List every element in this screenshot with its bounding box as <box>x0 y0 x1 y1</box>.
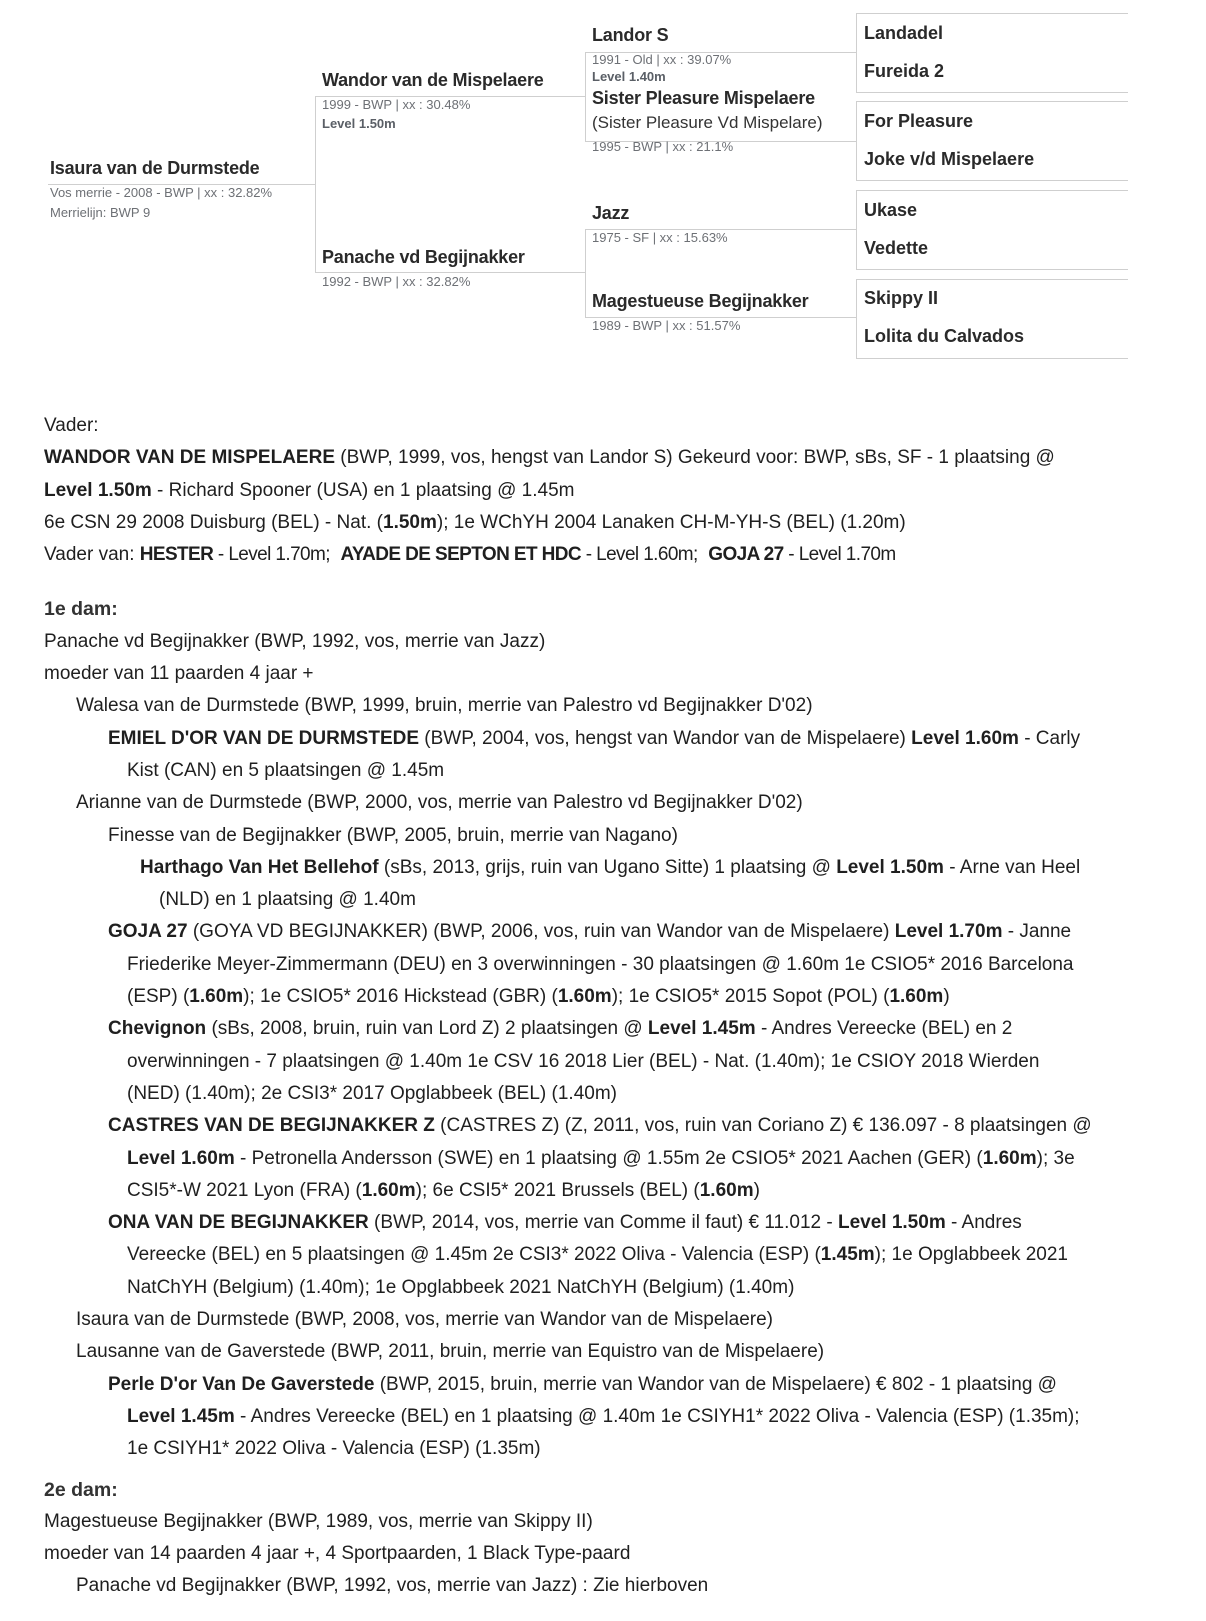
offspring-details: ); 3e <box>1036 1147 1075 1169</box>
subject-name[interactable]: Isaura van de Durmstede <box>50 158 260 178</box>
offspring-name: GOJA 27 <box>108 921 188 943</box>
sire-sire-name[interactable]: Landor S <box>592 25 669 45</box>
offspring-entry <box>44 1143 1194 1175</box>
dam-dam-info: 1989 - BWP | xx : 51.57% <box>592 318 741 333</box>
offspring-entry: (NLD) en 1 plaatsing @ 1.40m <box>159 889 416 911</box>
sire-line <box>44 475 1194 507</box>
gen4-name[interactable]: Joke v/d Mispelaere <box>864 149 1035 169</box>
offspring-details: - Andres Vereecke (BEL) en 1 plaatsing @ 1.40m 1e CSIYH1* 2022 Oliva - Valencia (ESP) (1.35m); <box>234 1405 1080 1427</box>
connector-line <box>315 96 316 273</box>
height-badge: 1.60m <box>982 1147 1037 1169</box>
dam-sire <box>592 203 728 245</box>
dam <box>322 247 525 289</box>
offspring-details: (sBs, 2013, grijs, ruin van Ugano Sitte) 1 plaatsing @ <box>378 856 837 878</box>
offspring-entry: Kist (CAN) en 5 plaatsingen @ 1.45m <box>127 759 445 781</box>
offspring-entry: Panache vd Begijnakker (BWP, 1992, vos, merrie van Jazz) : Zie hierboven <box>76 1575 709 1597</box>
offspring-details: (sBs, 2008, bruin, ruin van Lord Z) 2 plaatsingen @ <box>206 1018 648 1040</box>
offspring-entry <box>44 1401 1194 1433</box>
offspring-details: - Petronella Andersson (SWE) en 1 plaatsing @ 1.55m 2e CSIO5* 2021 Aachen (GER) ( <box>234 1147 983 1169</box>
connector-line <box>856 279 1128 280</box>
sire-info: 1999 - BWP | xx : 30.48% <box>322 97 471 112</box>
connector-line <box>585 229 586 318</box>
pedigree-description <box>44 410 1194 1603</box>
connector-line <box>856 101 857 181</box>
offspring-details: - Janne <box>1002 921 1072 943</box>
sire-line <box>44 442 1194 474</box>
height-badge: 1.60m <box>189 986 244 1008</box>
sire-details: 6e CSN 29 2008 Duisburg (BEL) - Nat. ( <box>44 511 383 533</box>
offspring-name: Chevignon <box>108 1018 207 1040</box>
offspring-entry <box>44 1175 1194 1207</box>
offspring-details: - Arne van Heel <box>943 856 1081 878</box>
offspring-entry <box>44 916 1194 948</box>
offspring-entry <box>44 1369 1194 1401</box>
offspring-name: Harthago Van Het Bellehof <box>140 856 379 878</box>
dam-dam <box>592 291 809 333</box>
gen4-name[interactable]: For Pleasure <box>864 111 974 131</box>
connector-line <box>856 92 1128 93</box>
sire-dam-name[interactable]: Sister Pleasure Mispelaere <box>592 88 815 108</box>
offspring-details: - Andres Vereecke (BEL) en 2 <box>755 1018 1013 1040</box>
offspring-entry: Friederike Meyer-Zimmermann (DEU) en 3 overwinningen - 30 plaatsingen @ 1.60m 1e CSIO5* 2016 Barcelona <box>127 953 1074 975</box>
offspring-entry: Lausanne van de Gaverstede (BWP, 2011, bruin, merrie van Equistro van de Mispelaere) <box>76 1341 825 1363</box>
dam2-line: Magestueuse Begijnakker (BWP, 1989, vos, merrie van Skippy II) <box>44 1510 593 1532</box>
offspring-details: (CASTRES Z) (Z, 2011, vos, ruin van Coriano Z) € 136.097 - 8 plaatsingen @ <box>434 1115 1092 1137</box>
connector-line <box>856 190 1128 191</box>
offspring-entry: (NED) (1.40m); 2e CSI3* 2017 Opglabbeek (BEL) (1.40m) <box>127 1082 617 1104</box>
offspring-details: (BWP, 2004, vos, hengst van Wandor van de Mispelaere) <box>419 727 912 749</box>
connector-line <box>856 101 1128 102</box>
offspring-details: ); 1e CSIO5* 2016 Hickstead (GBR) ( <box>243 986 558 1008</box>
vader-heading: Vader: <box>44 415 99 436</box>
level-badge: Level 1.50m <box>44 479 152 501</box>
sire-details: ); 1e WChYH 2004 Lanaken CH-M-YH-S (BEL) (1.20m) <box>436 511 906 533</box>
offspring-entry <box>44 981 1194 1013</box>
offspring-entry: 1e CSIYH1* 2022 Oliva - Valencia (ESP) (1.35m) <box>127 1438 541 1460</box>
offspring-entry: Arianne van de Durmstede (BWP, 2000, vos, merrie van Palestro vd Begijnakker D'02) <box>76 792 803 814</box>
dam2-heading: 2e dam: <box>44 1478 118 1501</box>
sire-level: Level 1.50m <box>322 116 396 131</box>
offspring-level: - Level 1.70m; <box>213 544 330 566</box>
dam-dam-name[interactable]: Magestueuse Begijnakker <box>592 291 809 311</box>
sire-sire-info: 1991 - Old | xx : 39.07% <box>592 52 732 67</box>
sire-dam-info: 1995 - BWP | xx : 21.1% <box>592 139 734 154</box>
offspring-entry: Finesse van de Begijnakker (BWP, 2005, bruin, merrie van Nagano) <box>108 824 678 846</box>
offspring-entry: Isaura van de Durmstede (BWP, 2008, vos, merrie van Wandor van de Mispelaere) <box>76 1309 773 1331</box>
offspring-details: (BWP, 2014, vos, merrie van Comme il faut) € 11.012 - <box>368 1212 838 1234</box>
offspring-name: EMIEL D'OR VAN DE DURMSTEDE <box>108 727 420 749</box>
height-badge: 1.60m <box>361 1179 416 1201</box>
height-badge: 1.60m <box>699 1179 754 1201</box>
offspring-name: Perle D'or Van De Gaverstede <box>108 1373 375 1395</box>
offspring-details: - Andres <box>945 1212 1022 1234</box>
subject-dam-line: Merrielijn: BWP 9 <box>50 205 151 220</box>
level-badge: Level 1.60m <box>911 727 1019 749</box>
level-badge: Level 1.45m <box>647 1018 756 1040</box>
connector-line <box>856 180 1128 181</box>
level-badge: Level 1.45m <box>127 1405 235 1427</box>
level-badge: Level 1.70m <box>894 921 1003 943</box>
sire-offspring <box>44 539 1194 571</box>
level-badge: Level 1.50m <box>837 1212 946 1234</box>
dam1-heading: 1e dam: <box>44 598 118 621</box>
gen4-name[interactable]: Vedette <box>864 238 929 258</box>
pedigree-chart <box>0 0 1206 380</box>
offspring-entry <box>44 1110 1194 1142</box>
level-badge: Level 1.50m <box>836 856 944 878</box>
offspring-details: (BWP, 2015, bruin, merrie van Wandor van de Mispelaere) € 802 - 1 plaatsing @ <box>374 1373 1057 1395</box>
offspring-level: - Level 1.70m <box>783 544 896 566</box>
sire-dam <box>592 88 823 154</box>
offspring-details: ) <box>943 986 950 1008</box>
level-badge: Level 1.60m <box>127 1147 235 1169</box>
sire-name[interactable]: Wandor van de Mispelaere <box>322 70 544 90</box>
offspring-name: AYADE DE SEPTON ET HDC <box>340 544 582 566</box>
offspring-details: CSI5*-W 2021 Lyon (FRA) ( <box>127 1179 362 1201</box>
dam-sire-name[interactable]: Jazz <box>592 203 630 223</box>
offspring-details: ); 6e CSI5* 2021 Brussels (BEL) ( <box>415 1179 700 1201</box>
offspring-entry <box>44 1013 1194 1045</box>
sire-highlight: WANDOR VAN DE MISPELAERE <box>44 447 336 469</box>
height-badge: 1.50m <box>383 511 437 533</box>
sire <box>322 70 544 131</box>
gen4-name[interactable]: Fureida 2 <box>864 61 945 81</box>
sire-line <box>44 507 1194 539</box>
offspring-entry <box>44 1239 1194 1271</box>
gen4-name[interactable]: Skippy II <box>864 288 939 308</box>
offspring-details: ) <box>753 1179 760 1201</box>
sire-dam-alias: (Sister Pleasure Vd Mispelare) <box>592 113 823 132</box>
offspring-details: ); 1e Opglabbeek 2021 <box>874 1244 1068 1266</box>
offspring-details: - Carly <box>1018 727 1081 749</box>
offspring-entry <box>44 1207 1194 1239</box>
subject-info: Vos merrie - 2008 - BWP | xx : 32.82% <box>50 185 273 200</box>
offspring-details: (GOYA VD BEGIJNAKKER) (BWP, 2006, vos, ruin van Wandor van de Mispelaere) <box>187 921 895 943</box>
connector-line <box>856 190 857 270</box>
connector-line <box>856 269 1128 270</box>
sire-sire-level: Level 1.40m <box>592 69 666 84</box>
offspring-entry: overwinningen - 7 plaatsingen @ 1.40m 1e CSV 16 2018 Lier (BEL) - Nat. (1.40m); 1e CSIOY 2018 Wierden <box>127 1050 1040 1072</box>
offspring-entry <box>44 852 1194 884</box>
sire-details: (BWP, 1999, vos, hengst van Landor S) Gekeurd voor: BWP, sBs, SF - 1 plaatsing @ <box>335 447 1055 469</box>
offspring-level: - Level 1.60m; <box>581 544 698 566</box>
dam-info: 1992 - BWP | xx : 32.82% <box>322 274 471 289</box>
sire-sire <box>592 25 731 84</box>
offspring-name: HESTER <box>139 544 214 566</box>
sire-offspring-label: Vader van: <box>44 544 140 566</box>
gen4-name[interactable]: Ukase <box>864 200 918 220</box>
offspring-details: (ESP) ( <box>127 986 190 1008</box>
gen4-name[interactable]: Lolita du Calvados <box>864 326 1025 346</box>
connector-line <box>856 13 857 93</box>
connector-line <box>856 13 1128 14</box>
offspring-details: ); 1e CSIO5* 2015 Sopot (POL) ( <box>611 986 890 1008</box>
offspring-entry: Walesa van de Durmstede (BWP, 1999, bruin, merrie van Palestro vd Begijnakker D'02) <box>76 695 813 717</box>
offspring-name: ONA VAN DE BEGIJNAKKER <box>108 1212 369 1234</box>
offspring-name: CASTRES VAN DE BEGIJNAKKER Z <box>108 1115 435 1137</box>
gen4-name[interactable]: Landadel <box>864 23 944 43</box>
dam1-line: Panache vd Begijnakker (BWP, 1992, vos, merrie van Jazz) <box>44 630 546 652</box>
dam1-line: moeder van 11 paarden 4 jaar + <box>44 663 314 685</box>
offspring-entry: NatChYH (Belgium) (1.40m); 1e Opglabbeek 2021 NatChYH (Belgium) (1.40m) <box>127 1276 795 1298</box>
offspring-details: Vereecke (BEL) en 5 plaatsingen @ 1.45m 2e CSI3* 2022 Oliva - Valencia (ESP) ( <box>127 1244 821 1266</box>
dam2-line: moeder van 14 paarden 4 jaar +, 4 Sportpaarden, 1 Black Type-paard <box>44 1543 631 1565</box>
offspring-name: GOJA 27 <box>708 544 784 566</box>
sire-details: - Richard Spooner (USA) en 1 plaatsing @ 1.45m <box>151 479 575 501</box>
height-badge: 1.60m <box>557 986 612 1008</box>
connector-line <box>856 279 857 359</box>
offspring-entry <box>44 723 1194 755</box>
subject-horse <box>50 158 272 220</box>
connector-line <box>856 358 1128 359</box>
height-badge: 1.60m <box>889 986 944 1008</box>
dam-name[interactable]: Panache vd Begijnakker <box>322 247 525 267</box>
height-badge: 1.45m <box>820 1244 875 1266</box>
connector-line <box>585 52 586 142</box>
dam-sire-info: 1975 - SF | xx : 15.63% <box>592 230 728 245</box>
